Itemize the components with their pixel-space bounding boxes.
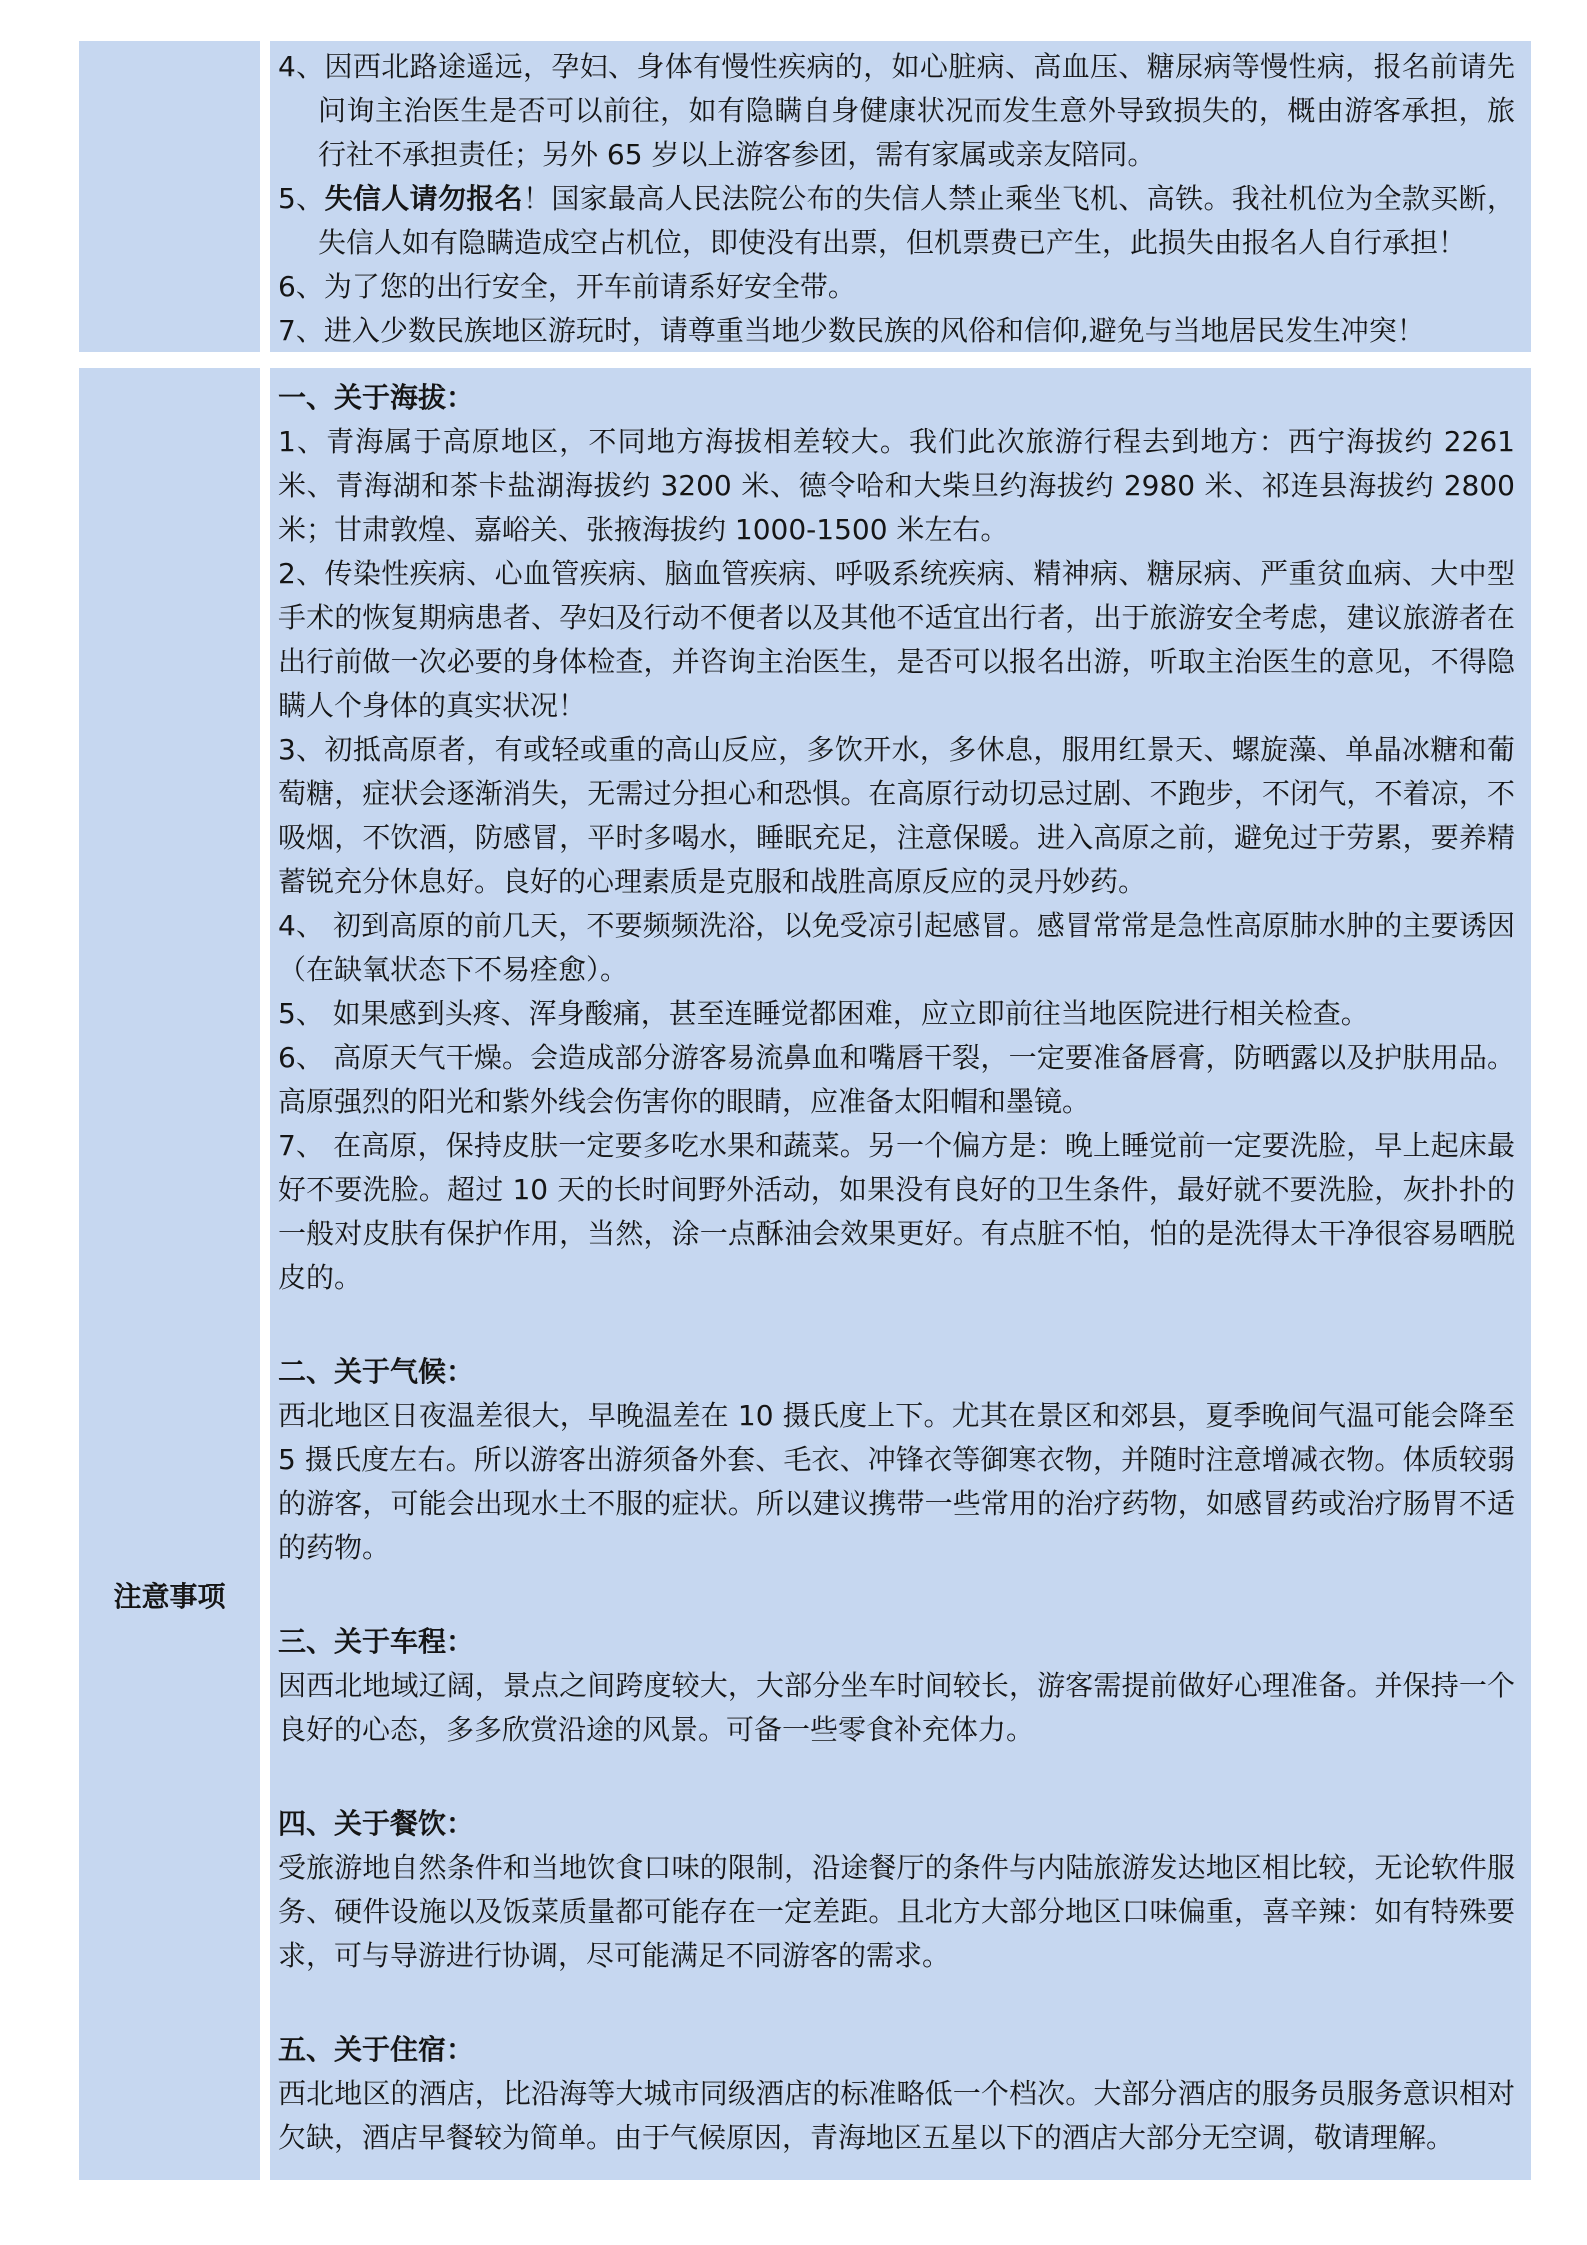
notes-label-cell [79, 368, 260, 2180]
general-items-cell [270, 41, 1531, 352]
item-number: 5、 [278, 182, 325, 215]
general-item-5 [278, 177, 1515, 265]
section-dining [278, 1802, 1515, 1978]
item-bold-text: 失信人请勿报名 [324, 182, 523, 215]
section-paragraph: 西北地区日夜温差很大，早晚温差在 10 摄氏度上下。尤其在景区和郊县，夏季晚间气温可能会降至 5 摄氏度左右。所以游客出游须备外套、毛衣、冲锋衣等御寒衣物，并随时注意增减衣物。体质较弱的游客，可能会出现水土不服的症状。所以建议携带一些常用的治疗药物，如感冒药或治疗肠胃不适的药物。 [278, 1399, 1515, 1564]
empty-label-cell [79, 41, 260, 352]
general-item-7 [278, 309, 1515, 352]
section-heading: 五、关于住宿： [278, 2033, 475, 2066]
item-number: 6、 [278, 270, 324, 303]
general-item-4 [278, 45, 1515, 177]
item-text: 因西北路途遥远，孕妇、身体有慢性疾病的，如心脏病、高血压、糖尿病等慢性病，报名前请先问询主治医生是否可以前往，如有隐瞒自身健康状况而发生意外导致损失的，概由游客承担，旅行社不承担责任；另外 65 岁以上游客参团，需有家属或亲友陪同。 [318, 50, 1515, 171]
section-altitude [278, 376, 1515, 1300]
section-drive [278, 1620, 1515, 1752]
section-paragraph: 1、青海属于高原地区，不同地方海拔相差较大。我们此次旅游行程去到地方：西宁海拔约 2261 米、青海湖和茶卡盐湖海拔约 3200 米、德令哈和大柴旦约海拔约 2980 米、祁连县海拔约 2800 米；甘肃敦煌、嘉峪关、张掖海拔约 1000-1500 米左右。 [278, 425, 1515, 546]
section-heading: 三、关于车程： [278, 1625, 475, 1658]
section-heading: 一、关于海拔： [278, 381, 475, 414]
notes-content-cell [270, 368, 1531, 2180]
row-label: 注意事项 [113, 1580, 226, 1613]
section-paragraph: 西北地区的酒店，比沿海等大城市同级酒店的标准略低一个档次。大部分酒店的服务员服务意识相对欠缺，酒店早餐较为简单。由于气候原因，青海地区五星以下的酒店大部分无空调，敬请理解。 [278, 2077, 1515, 2154]
item-number: 7、 [278, 314, 324, 347]
section-paragraph: 受旅游地自然条件和当地饮食口味的限制，沿途餐厅的条件与内陆旅游发达地区相比较，无论软件服务、硬件设施以及饭菜质量都可能存在一定差距。且北方大部分地区口味偏重，喜辛辣：如有特殊要求，可与导游进行协调，尽可能满足不同游客的需求。 [278, 1851, 1515, 1972]
table-row-notes [79, 368, 1531, 2180]
section-paragraph: 6、 高原天气干燥。会造成部分游客易流鼻血和嘴唇干裂，一定要准备唇膏，防晒露以及护肤用品。高原强烈的阳光和紫外线会伤害你的眼睛，应准备太阳帽和墨镜。 [278, 1041, 1515, 1118]
section-heading: 四、关于餐饮： [278, 1807, 475, 1840]
section-lodging [278, 2028, 1515, 2160]
section-paragraph: 3、初抵高原者，有或轻或重的高山反应，多饮开水，多休息，服用红景天、螺旋藻、单晶冰糖和葡萄糖，症状会逐渐消失，无需过分担心和恐惧。在高原行动切忌过剧、不跑步，不闭气，不着凉，不吸烟，不饮酒，防感冒，平时多喝水，睡眠充足，注意保暖。进入高原之前，避免过于劳累，要养精蓄锐充分休息好。良好的心理素质是克服和战胜高原反应的灵丹妙药。 [278, 733, 1515, 898]
section-paragraph: 2、传染性疾病、心血管疾病、脑血管疾病、呼吸系统疾病、精神病、糖尿病、严重贫血病、大中型手术的恢复期病患者、孕妇及行动不便者以及其他不适宜出行者，出于旅游安全考虑，建议旅游者在出行前做一次必要的身体检查，并咨询主治医生，是否可以报名出游，听取主治医生的意见，不得隐瞒人个身体的真实状况！ [278, 557, 1515, 722]
section-paragraph: 7、 在高原，保持皮肤一定要多吃水果和蔬菜。另一个偏方是：晚上睡觉前一定要洗脸，早上起床最好不要洗脸。超过 10 天的长时间野外活动，如果没有良好的卫生条件，最好就不要洗脸，灰扑扑的一般对皮肤有保护作用，当然，涂一点酥油会效果更好。有点脏不怕，怕的是洗得太干净很容易晒脱皮的。 [278, 1129, 1515, 1294]
item-number: 4、 [278, 50, 325, 83]
section-climate [278, 1350, 1515, 1570]
section-paragraph: 4、 初到高原的前几天，不要频频洗浴，以免受凉引起感冒。感冒常常是急性高原肺水肿的主要诱因（在缺氧状态下不易痊愈）。 [278, 909, 1515, 986]
notes-table [79, 41, 1531, 2180]
section-paragraph: 5、 如果感到头疼、浑身酸痛，甚至连睡觉都困难，应立即前往当地医院进行相关检查。 [278, 997, 1369, 1030]
table-row-general [79, 41, 1531, 352]
item-text: ！国家最高人民法院公布的失信人禁止乘坐飞机、高铁。我社机位为全款买断，失信人如有隐瞒造成空占机位，即使没有出票，但机票费已产生，此损失由报名人自行承担！ [318, 182, 1515, 259]
section-heading: 二、关于气候： [278, 1355, 475, 1388]
section-paragraph: 因西北地域辽阔，景点之间跨度较大，大部分坐车时间较长，游客需提前做好心理准备。并保持一个良好的心态，多多欣赏沿途的风景。可备一些零食补充体力。 [278, 1669, 1515, 1746]
general-item-6 [278, 265, 1515, 309]
item-text: 为了您的出行安全，开车前请系好安全带。 [323, 270, 856, 303]
item-text: 进入少数民族地区游玩时，请尊重当地少数民族的风俗和信仰,避免与当地居民发生冲突！ [323, 314, 1425, 347]
